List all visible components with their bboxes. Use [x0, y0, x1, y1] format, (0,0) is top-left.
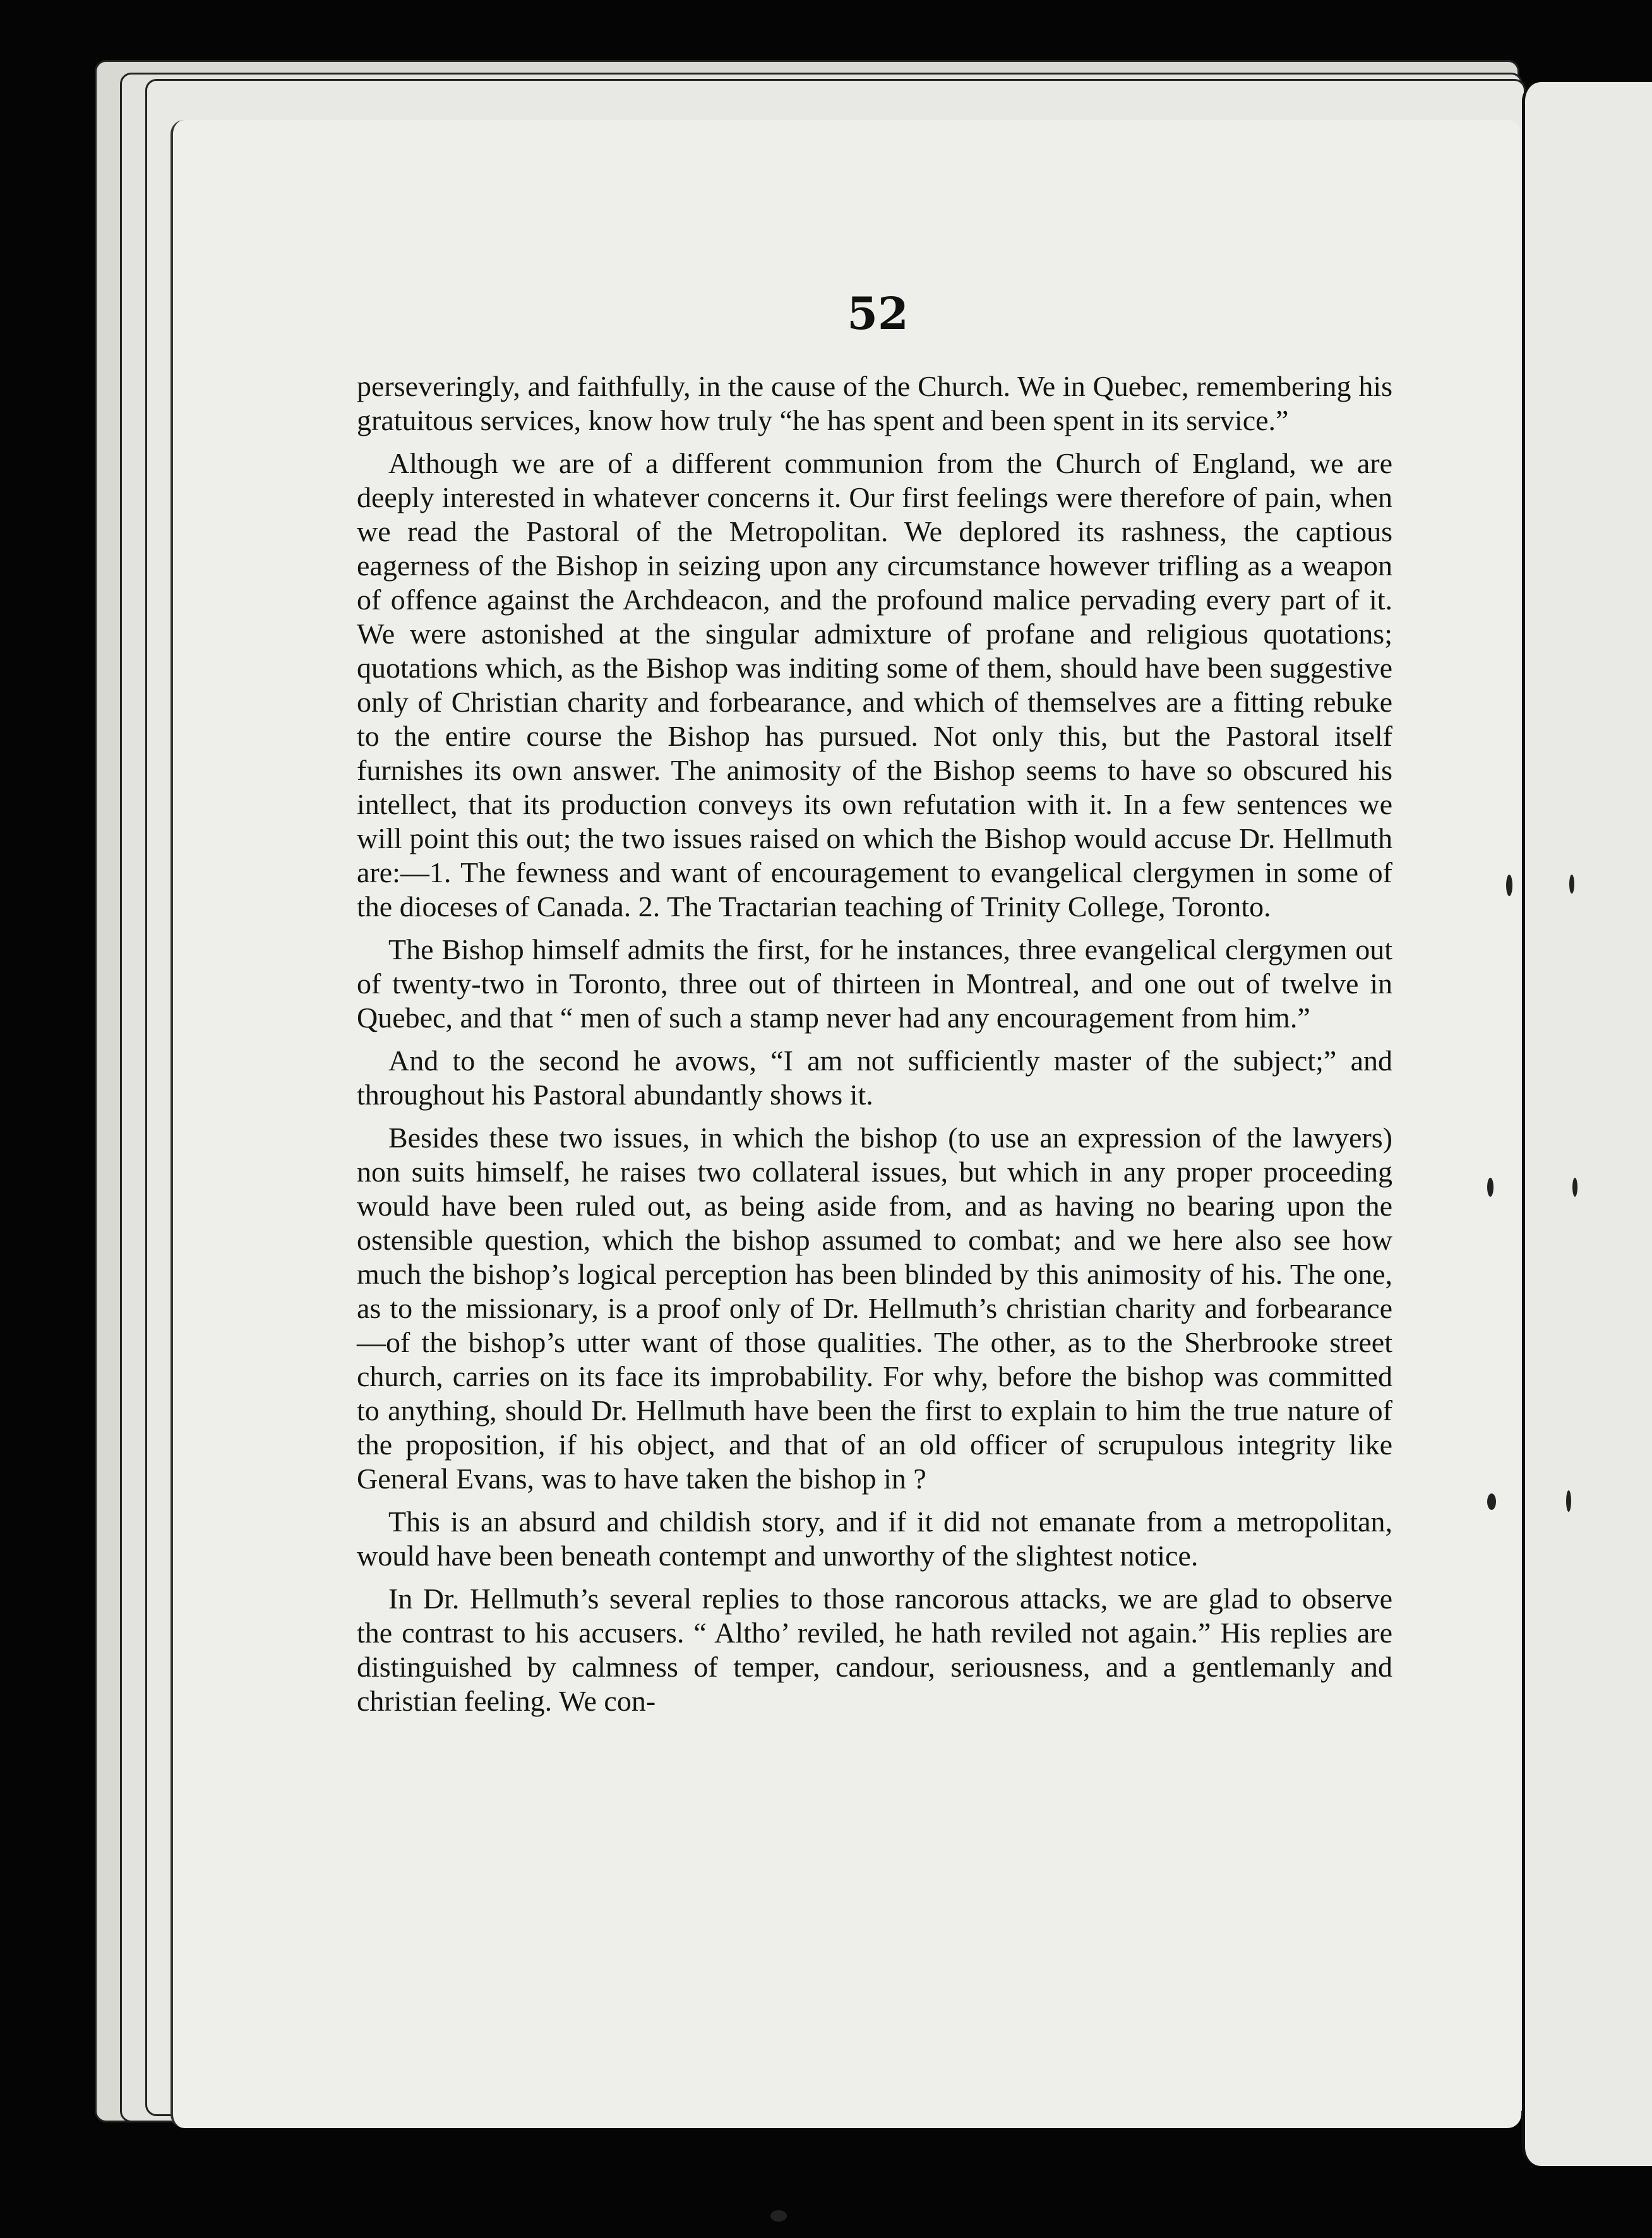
facing-page-edge	[1522, 82, 1652, 2166]
page-number: 52	[847, 287, 909, 340]
scan-speck	[1572, 1178, 1577, 1197]
paragraph-2: Although we are of a different communion from the Church of England, we are deeply interested in whatever concerns it. Our first feelings were therefore of pain, when we read the Pastoral of the Metropolitan. We deplored its rashness, the captious eagerness of the Bishop in seizing upon any circumstance however trifling as a weapon of offence against the Archdeacon, and the profound malice pervading every part of it. We were astonished at the singular admixture of profane and religious quotations; quotations which, as the Bishop was inditing some of them, should have been suggestive only of Christian charity and forbearance, and which of themselves are a fitting rebuke to the entire course the Bishop has pursued. Not only this, but the Pastoral itself furnishes its own answer. The animosity of the Bishop seems to have so obscured his intellect, that its production conveys its own refutation with it. In a few sentences we will point this out; the two issues raised on which the Bishop would accuse Dr. Hellmuth are:—1. The fewness and want of encouragement to evangelical clergymen in some of the dioceses of Canada. 2. The Tractarian teaching of Trinity College, Toronto.	[357, 447, 1392, 923]
paragraph-1: perseveringly, and faithfully, in the cause of the Church. We in Quebec, remembering his gratuitous services, know how truly “he has spent and been spent in its service.”	[357, 370, 1392, 436]
paragraph-5: Besides these two issues, in which the bishop (to use an expression of the lawyers) non suits himself, he raises two collateral issues, but which in any proper proceeding would have been ruled out, as being aside from, and as having no bearing upon the ostensible question, which the bishop assumed to combat; and we here also see how much the bishop’s logical perception has been blinded by this animosity of his. The one, as to the missionary, is a proof only of Dr. Hellmuth’s christian charity and forbearance—of the bishop’s utter want of those qualities. The other, as to the Sherbrooke street church, carries on its face its improbability. For why, before the bishop was committed to anything, should Dr. Hellmuth have been the first to explain to him the true nature of the proposition, if his object, and that of an old officer of scrupulous integrity like General Evans, was to have taken the bishop in ?	[357, 1122, 1392, 1495]
paragraph-7: In Dr. Hellmuth’s several replies to those rancorous attacks, we are glad to observe the contrast to his accusers. “ Altho’ reviled, he hath reviled not again.” His replies are distinguished by calmness of temper, candour, seriousness, and a gentlemanly and christian feeling. We con-	[357, 1583, 1392, 1717]
paragraph-6: This is an absurd and childish story, and if it did not emanate from a metropolitan, would have been beneath contempt and unworthy of the slightest notice.	[357, 1505, 1392, 1572]
scan-speck	[1487, 1493, 1496, 1510]
scan-speck	[1569, 875, 1574, 894]
paragraph-4: And to the second he avows, “I am not sufficiently master of the subject;” and throughout his Pastoral abundantly shows it.	[357, 1044, 1392, 1111]
scan-speck	[1566, 1490, 1571, 1512]
scan-speck	[1487, 1178, 1493, 1197]
body-text	[357, 369, 1392, 1727]
paragraph-3: The Bishop himself admits the first, for he instances, three evangelical clergymen out of twenty-two in Toronto, three out of thirteen in Montreal, and one out of twelve in Quebec, and that “ men of such a stamp never had any encouragement from him.”	[357, 933, 1392, 1034]
scan-speck	[1506, 875, 1512, 896]
scan-speck	[770, 2210, 787, 2222]
